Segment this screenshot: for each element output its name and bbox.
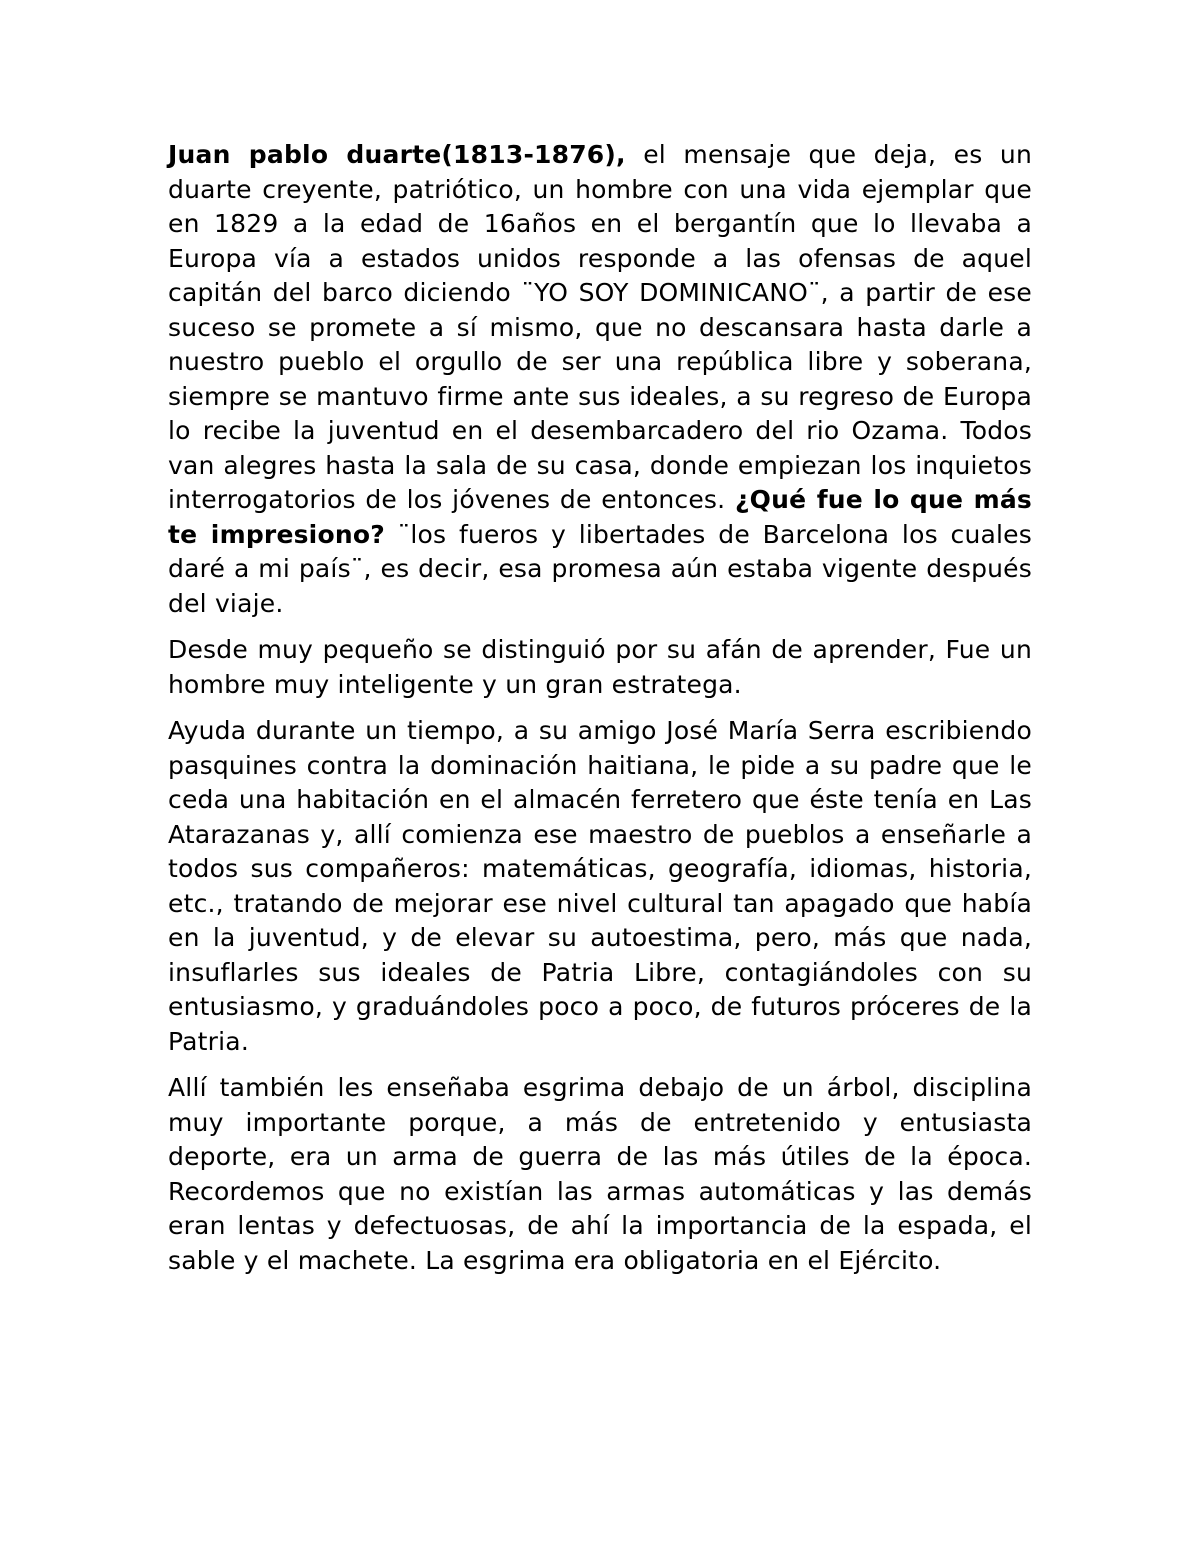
- body-text: ¨los fueros y libertades de Barcelona los cuales daré a mi país¨, es decir, esa promesa aún estaba vigente después del viaje.: [168, 519, 1032, 618]
- body-text: Desde muy pequeño se distinguió por su afán de aprender, Fue un hombre muy inteligente y un gran estratega.: [168, 635, 1032, 699]
- paragraph: [168, 633, 1032, 702]
- bold-question-text: ¿Qué fue lo que más te impresiono?: [168, 485, 1032, 549]
- body-text: Allí también les enseñaba esgrima debajo de un árbol, disciplina muy importante porque, a más de entretenido y entusiasta deporte, era un arma de guerra de las más útiles de la época. Recordemos que no existían las armas automáticas y las demás eran lentas y defectuosas, de ahí la importancia de la espada, el sable y el machete. La esgrima era obligatoria en el Ejército.: [168, 1073, 1032, 1275]
- document-page: [168, 138, 1032, 1290]
- bold-heading-text: Juan pablo duarte(1813-1876),: [168, 140, 626, 169]
- paragraph: [168, 714, 1032, 1059]
- paragraph: [168, 138, 1032, 621]
- paragraph: [168, 1071, 1032, 1278]
- body-text: el mensaje que deja, es un duarte creyente, patriótico, un hombre con una vida ejemplar que en 1829 a la edad de 16años en el bergantín que lo llevaba a Europa vía a estados unidos responde a las ofensas de aquel capitán del barco diciendo ¨YO SOY DOMINICANO¨, a partir de ese suceso se promete a sí mismo, que no descansara hasta darle a nuestro pueblo el orgullo de ser una república libre y soberana, siempre se mantuvo firme ante sus ideales, a su regreso de Europa lo recibe la juventud en el desembarcadero del rio Ozama. Todos van alegres hasta la sala de su casa, donde empiezan los inquietos interrogatorios de los jóvenes de entonces.: [168, 140, 1032, 514]
- body-text: Ayuda durante un tiempo, a su amigo José María Serra escribiendo pasquines contra la dominación haitiana, le pide a su padre que le ceda una habitación en el almacén ferretero que éste tenía en Las Atarazanas y, allí comienza ese maestro de pueblos a enseñarle a todos sus compañeros: matemáticas, geografía, idiomas, historia, etc., tratando de mejorar ese nivel cultural tan apagado que había en la juventud, y de elevar su autoestima, pero, más que nada, insuflarles sus ideales de Patria Libre, contagiándoles con su entusiasmo, y graduándoles poco a poco, de futuros próceres de la Patria.: [168, 716, 1032, 1056]
